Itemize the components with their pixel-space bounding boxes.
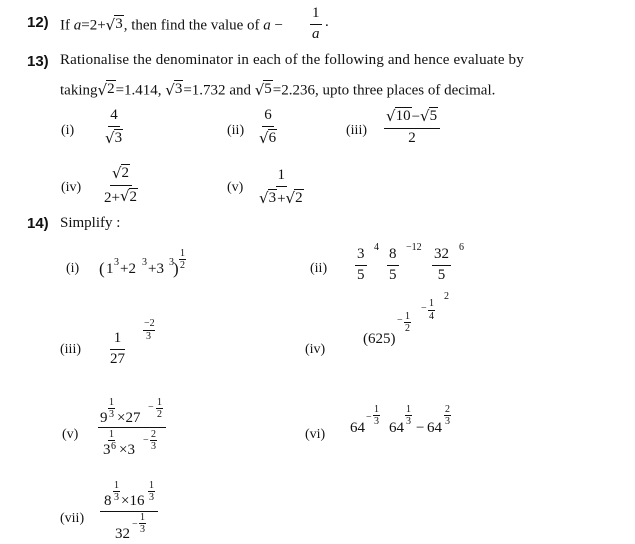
fraction-bar [98, 427, 166, 428]
fraction: 6 √ 6 [259, 107, 277, 147]
square-root: √ 5 [420, 106, 438, 125]
square-root: √ 5 [254, 80, 272, 99]
fraction: √ 10 − √ 5 2 [384, 107, 440, 146]
part-label: (v) [62, 427, 79, 442]
part-label: (ii) [310, 261, 328, 276]
fraction: $\frac{1}{27}$ [110, 330, 125, 367]
square-root: √ 3 [165, 80, 183, 99]
square-root: √ 2 [285, 188, 303, 207]
square-root: √ 3 [259, 188, 277, 207]
fraction: $\frac{8}{5}$ [389, 246, 397, 283]
question-text-line2: taking √ 2 =1.414, √ 3 =1.732 and √ 5 =2.236, upto three places of decimal. [60, 80, 496, 99]
square-root: √ 3 [105, 128, 123, 147]
part-label: (i) [66, 261, 80, 276]
fraction: 4 √ 3 [105, 107, 123, 147]
fraction: $\frac{32}{5}$ [434, 246, 449, 283]
text: . [325, 14, 329, 30]
text: , then find the value of [123, 17, 260, 34]
part-label: (vi) [305, 427, 326, 442]
fraction: $\frac{3}{5}$ [357, 246, 365, 283]
question-number: 14) [27, 215, 49, 232]
fraction: $\frac{1}{a}$ [312, 5, 320, 42]
text: =2+ [81, 17, 106, 34]
part-label: (i) [61, 123, 75, 138]
text: If [60, 17, 70, 34]
question-text: Rationalise the denominator in each of the following and hence evaluate by [60, 52, 524, 68]
question-number: 12) [27, 14, 49, 31]
fraction: √ 2 2+ √ 2 [104, 163, 138, 206]
square-root: √ 3 [105, 15, 123, 34]
square-root: √ 2 [111, 163, 130, 182]
part-label: (v) [227, 180, 244, 195]
part-label: (vii) [60, 511, 85, 526]
square-root: √ 10 [386, 106, 411, 125]
question-number: 13) [27, 53, 49, 70]
square-root: √ 6 [259, 128, 277, 147]
part-label: (iv) [61, 180, 82, 195]
square-root: √ 2 [97, 80, 115, 99]
part-label: (iii) [60, 342, 81, 357]
question-text [60, 15, 283, 34]
square-root: √ 2 [119, 187, 138, 206]
part-label: (ii) [227, 123, 245, 138]
part-label: (iii) [346, 123, 367, 138]
variable: a [73, 17, 82, 34]
operator: − [274, 17, 283, 34]
fraction-bar [100, 511, 158, 512]
part-label: (iv) [305, 342, 326, 357]
fraction: 1 √ 3 + √ 2 [259, 167, 303, 207]
question-title: Simplify : [60, 215, 121, 231]
variable: a [263, 17, 271, 34]
